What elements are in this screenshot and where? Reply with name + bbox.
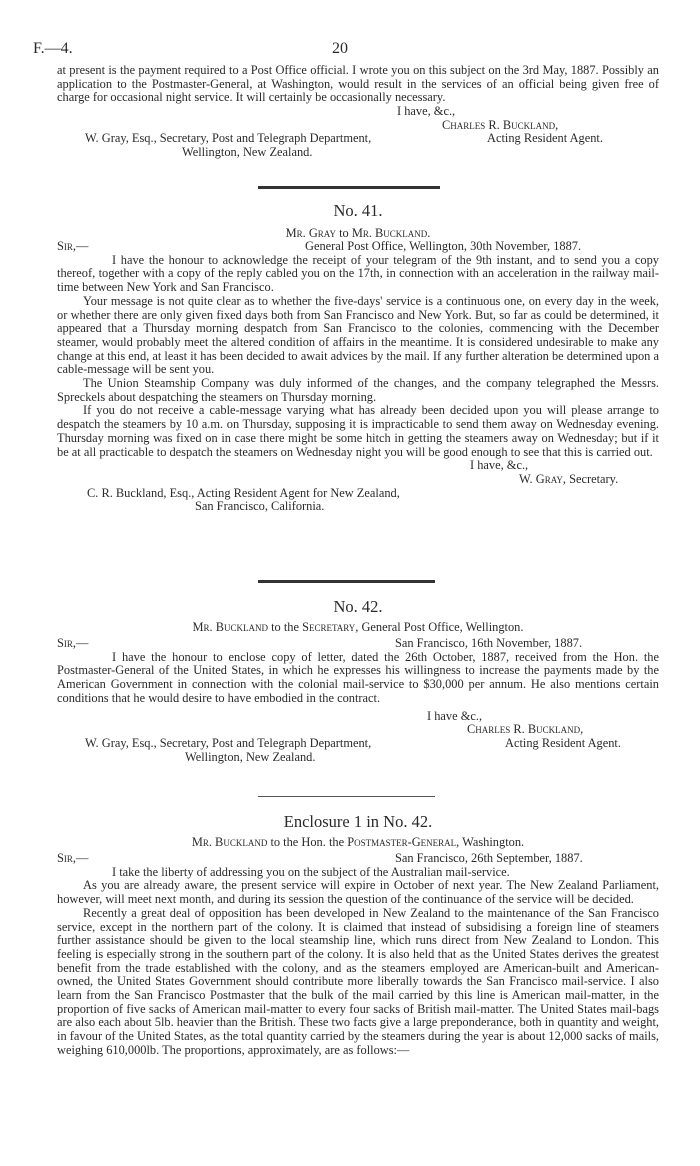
page-number: 20: [332, 40, 348, 57]
letter-heading: [57, 226, 659, 240]
sender: Mr. Buckland: [192, 620, 268, 634]
closing: I have, &c.,: [397, 104, 456, 119]
paragraph: Recently a great deal of opposition has been developed in New Zealand to the maintenance of the San Francisco service, except in the northern part of the colony. It is claimed that instead of subsidising a foreign line of steamers further assistance should be given to the local steamship line, which runs direct from New Zealand to London. This feeling is especially strong in the southern part of the colony. It is also held that as the United States derives the greatest benefit from the trade established with the colony, and as the steamers employed are American-built and American-owned, the United States Government should contribute more liberally towards the San Francisco mail-service. I also learn from the San Francisco Postmaster that the bulk of the mail carried by this line is American mail-matter, in the proportion of five sacks of American mail-matter to every four sacks of British mail-matter. The United States mail-bags are also each about 5lb. heavier than the British. These two facts give a large preponderance, both in quantity and weight, in favour of the United States, as the total quantity carried by the steamers during the year is about 12,000 sacks of mails, weighing 610,000lb. The proportions, approximately, are as follows:—: [57, 905, 659, 1057]
addressee-city: San Francisco, California.: [195, 499, 325, 514]
signer-name: W. Gray,: [519, 471, 566, 486]
paragraph: As you are already aware, the present service will expire in October of next year. The New Zealand Parliament, however, will meet next month, and during its session the question of the continuance of the service will be decided.: [57, 878, 659, 907]
heading-to: to: [339, 226, 349, 240]
place-date: San Francisco, 26th September, 1887.: [395, 851, 583, 865]
addressee: C. R. Buckland, Esq., Acting Resident Agent for New Zealand,: [87, 485, 400, 500]
enclosure-1: [57, 811, 659, 1058]
signer: Charles R. Buckland,: [442, 117, 559, 132]
place-date: San Francisco, 16th November, 1887.: [395, 636, 583, 650]
letter-heading: [57, 620, 659, 634]
section-divider: [258, 580, 435, 583]
section-divider: [258, 796, 435, 797]
signer-title: Acting Resident Agent.: [487, 131, 603, 146]
paragraph: at present is the payment required to a Post Office official. I wrote you on this subject on the 3rd May, 1887. Possibly an application to the Postmaster-General, at Washington, would result in the services of an official being given free of charge for occasional night service. It will certainly be occasionally necessary.: [57, 63, 659, 105]
signer-title: Acting Resident Agent.: [505, 735, 621, 750]
recipient: Postmaster-General: [347, 835, 457, 849]
addressee-city: Wellington, New Zealand.: [182, 145, 313, 160]
salutation: Sir,—: [57, 851, 89, 865]
paragraph: I have the honour to enclose copy of letter, dated the 26th October, 1887, received from the Hon. the Postmaster-General of the United States, in which he expresses his willingness to increase the payments made by the American Government in connection with the colonial mail-service to $30,000 per annum. He also mentions certain conditions that he would desire to have embodied in the contract.: [57, 649, 659, 705]
enclosure-title: Enclosure 1 in No. 42.: [283, 812, 433, 831]
closing: I have, &c.,: [470, 458, 529, 473]
salutation: Sir,—: [57, 239, 89, 253]
document-reference: F.—4.: [33, 40, 73, 57]
sender: Mr. Buckland: [191, 835, 268, 849]
recipient-rest: , General Post Office, Wellington.: [355, 620, 524, 634]
heading-to: to the: [271, 620, 299, 634]
recipient-rest: , Washington.: [456, 835, 525, 849]
letter-no-42: [57, 596, 659, 764]
place-date: General Post Office, Wellington, 30th November, 1887.: [305, 239, 582, 253]
paragraph: The Union Steamship Company was duly informed of the changes, and the company telegraphed the Messrs. Spreckels about despatching the steamers on Thursday morning.: [57, 376, 659, 404]
recipient: Mr. Buckland.: [351, 226, 431, 240]
heading-to: to the Hon. the: [270, 835, 345, 849]
section-divider: [258, 186, 440, 189]
sender: Mr. Gray: [285, 226, 336, 240]
salutation: Sir,—: [57, 636, 89, 650]
letter-title: No. 41.: [333, 201, 383, 220]
recipient: Secretary: [302, 620, 356, 634]
closing: I have &c.,: [427, 708, 483, 723]
addressee: W. Gray, Esq., Secretary, Post and Telegraph Department,: [85, 735, 372, 750]
paragraph: If you do not receive a cable-message varying what has already been decided upon you will please arrange to despatch the steamers by 10 a.m. on Thursday, supposing it is impracticable to send them away on Wednesday evening. Thursday morning was fixed on in case there might be some hitch in getting the steamers away on Wednesday; but if it be at all practicable to despatch the steamers on Wednesday night you will be good enough to see that this is carried out.: [57, 403, 659, 459]
paragraph: Your message is not quite clear as to whether the five-days' service is a continuous one, on every day in the week, or whether there are only given fixed days both from San Francisco and New York. But, so far as could be determined, it appeared that a Thursday morning despatch from San Francisco to the colonies, commencing with the December steamer, would probably meet the altered condition of affairs in the meantime. It is considered undesirable to make any change at this end, at least it has been decided to await advices by the mail. If any further alteration be determined upon a cable-message will be sent you.: [57, 293, 659, 377]
paragraph: I have the honour to acknowledge the receipt of your telegram of the 9th instant, and to send you a copy thereof, together with a copy of the reply cabled you on the 17th, in connection with an acceleration in the railway mail-time between New York and San Francisco.: [57, 252, 659, 295]
letter-title: No. 42.: [333, 597, 383, 616]
signer-title: Secretary.: [569, 471, 619, 486]
letter-heading: [57, 835, 659, 849]
letter-no-41: [57, 200, 659, 514]
addressee: W. Gray, Esq., Secretary, Post and Telegraph Department,: [85, 131, 372, 146]
paragraph: I take the liberty of addressing you on the subject of the Australian mail-service.: [112, 864, 510, 879]
signer: [519, 473, 618, 487]
addressee-city: Wellington, New Zealand.: [185, 749, 316, 764]
signer: Charles R. Buckland,: [467, 722, 584, 737]
previous-letter: [57, 64, 659, 160]
